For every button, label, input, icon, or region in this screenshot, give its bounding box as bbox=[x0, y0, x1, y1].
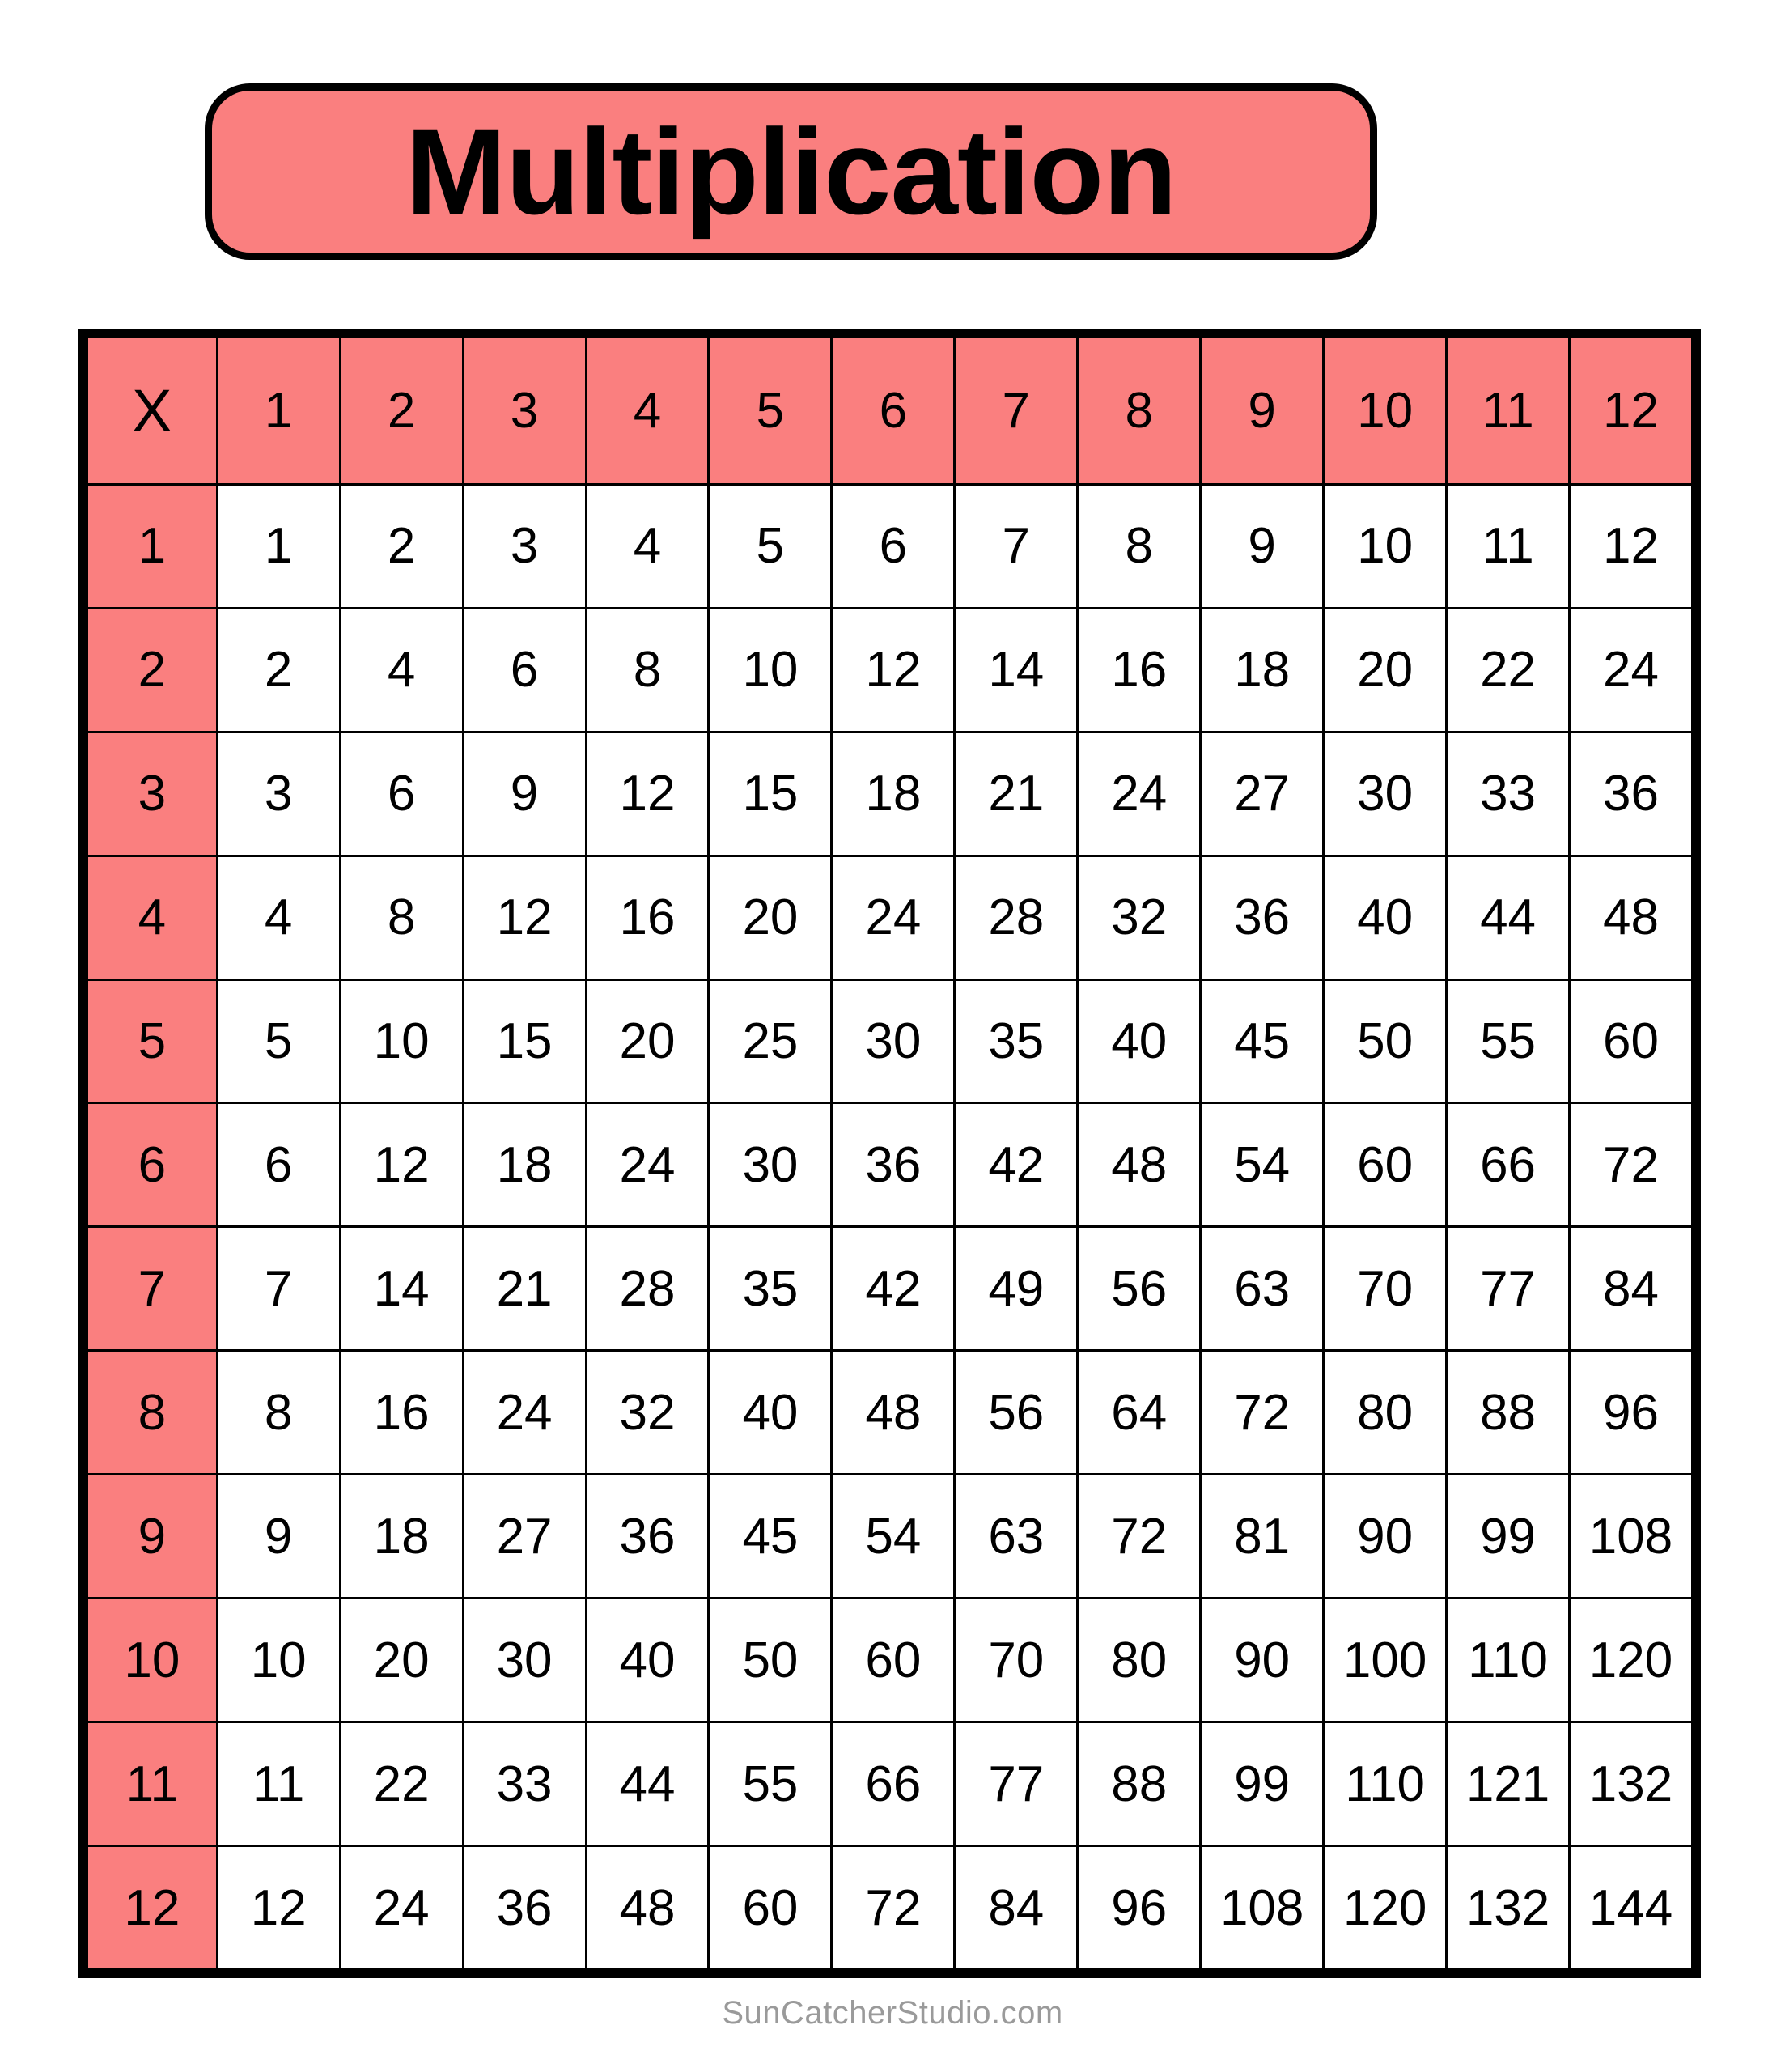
cell-3x5: 15 bbox=[709, 732, 832, 856]
cell-5x8: 40 bbox=[1078, 979, 1201, 1103]
cell-2x4: 8 bbox=[586, 608, 709, 732]
cell-7x10: 70 bbox=[1324, 1227, 1447, 1351]
row-header-2: 2 bbox=[87, 608, 218, 732]
column-header-12: 12 bbox=[1570, 338, 1693, 485]
cell-9x11: 99 bbox=[1447, 1475, 1570, 1599]
cell-7x2: 14 bbox=[340, 1227, 463, 1351]
cell-2x7: 14 bbox=[955, 608, 1078, 732]
cell-9x6: 54 bbox=[832, 1475, 955, 1599]
cell-5x9: 45 bbox=[1201, 979, 1324, 1103]
page-title: Multiplication bbox=[405, 104, 1177, 240]
cell-7x5: 35 bbox=[709, 1227, 832, 1351]
cell-12x8: 96 bbox=[1078, 1846, 1201, 1970]
cell-7x4: 28 bbox=[586, 1227, 709, 1351]
cell-10x7: 70 bbox=[955, 1599, 1078, 1722]
row-header-1: 1 bbox=[87, 484, 218, 608]
cell-12x7: 84 bbox=[955, 1846, 1078, 1970]
cell-3x6: 18 bbox=[832, 732, 955, 856]
cell-2x6: 12 bbox=[832, 608, 955, 732]
cell-5x6: 30 bbox=[832, 979, 955, 1103]
cell-8x2: 16 bbox=[340, 1351, 463, 1475]
cell-3x11: 33 bbox=[1447, 732, 1570, 856]
cell-3x12: 36 bbox=[1570, 732, 1693, 856]
row-header-9: 9 bbox=[87, 1475, 218, 1599]
cell-6x2: 12 bbox=[340, 1103, 463, 1227]
column-header-9: 9 bbox=[1201, 338, 1324, 485]
cell-12x12: 144 bbox=[1570, 1846, 1693, 1970]
cell-3x2: 6 bbox=[340, 732, 463, 856]
column-header-5: 5 bbox=[709, 338, 832, 485]
cell-4x9: 36 bbox=[1201, 856, 1324, 979]
cell-11x9: 99 bbox=[1201, 1722, 1324, 1846]
cell-6x1: 6 bbox=[217, 1103, 340, 1227]
cell-1x12: 12 bbox=[1570, 484, 1693, 608]
footer-attribution: SunCatcherStudio.com bbox=[722, 1995, 1063, 2031]
cell-9x1: 9 bbox=[217, 1475, 340, 1599]
cell-1x2: 2 bbox=[340, 484, 463, 608]
cell-6x3: 18 bbox=[463, 1103, 586, 1227]
row-header-3: 3 bbox=[87, 732, 218, 856]
cell-12x9: 108 bbox=[1201, 1846, 1324, 1970]
cell-7x3: 21 bbox=[463, 1227, 586, 1351]
cell-11x5: 55 bbox=[709, 1722, 832, 1846]
column-header-7: 7 bbox=[955, 338, 1078, 485]
cell-8x12: 96 bbox=[1570, 1351, 1693, 1475]
table-row bbox=[87, 1846, 1693, 1970]
cell-3x1: 3 bbox=[217, 732, 340, 856]
cell-8x3: 24 bbox=[463, 1351, 586, 1475]
cell-5x11: 55 bbox=[1447, 979, 1570, 1103]
cell-5x2: 10 bbox=[340, 979, 463, 1103]
cell-1x7: 7 bbox=[955, 484, 1078, 608]
cell-9x7: 63 bbox=[955, 1475, 1078, 1599]
cell-3x10: 30 bbox=[1324, 732, 1447, 856]
column-header-2: 2 bbox=[340, 338, 463, 485]
table-row bbox=[87, 1722, 1693, 1846]
cell-9x5: 45 bbox=[709, 1475, 832, 1599]
cell-8x1: 8 bbox=[217, 1351, 340, 1475]
cell-4x12: 48 bbox=[1570, 856, 1693, 979]
cell-6x8: 48 bbox=[1078, 1103, 1201, 1227]
cell-3x9: 27 bbox=[1201, 732, 1324, 856]
cell-6x10: 60 bbox=[1324, 1103, 1447, 1227]
cell-5x5: 25 bbox=[709, 979, 832, 1103]
cell-4x7: 28 bbox=[955, 856, 1078, 979]
table-row bbox=[87, 608, 1693, 732]
table-row bbox=[87, 856, 1693, 979]
cell-2x9: 18 bbox=[1201, 608, 1324, 732]
cell-10x2: 20 bbox=[340, 1599, 463, 1722]
cell-8x6: 48 bbox=[832, 1351, 955, 1475]
cell-8x4: 32 bbox=[586, 1351, 709, 1475]
cell-11x12: 132 bbox=[1570, 1722, 1693, 1846]
cell-10x8: 80 bbox=[1078, 1599, 1201, 1722]
cell-7x11: 77 bbox=[1447, 1227, 1570, 1351]
table-row bbox=[87, 732, 1693, 856]
cell-9x2: 18 bbox=[340, 1475, 463, 1599]
cell-10x10: 100 bbox=[1324, 1599, 1447, 1722]
cell-6x7: 42 bbox=[955, 1103, 1078, 1227]
cell-6x12: 72 bbox=[1570, 1103, 1693, 1227]
column-header-1: 1 bbox=[217, 338, 340, 485]
cell-6x5: 30 bbox=[709, 1103, 832, 1227]
cell-7x7: 49 bbox=[955, 1227, 1078, 1351]
column-header-8: 8 bbox=[1078, 338, 1201, 485]
cell-8x9: 72 bbox=[1201, 1351, 1324, 1475]
cell-8x8: 64 bbox=[1078, 1351, 1201, 1475]
cell-1x10: 10 bbox=[1324, 484, 1447, 608]
row-header-4: 4 bbox=[87, 856, 218, 979]
row-header-10: 10 bbox=[87, 1599, 218, 1722]
cell-4x2: 8 bbox=[340, 856, 463, 979]
cell-7x9: 63 bbox=[1201, 1227, 1324, 1351]
cell-8x10: 80 bbox=[1324, 1351, 1447, 1475]
cell-12x5: 60 bbox=[709, 1846, 832, 1970]
cell-10x5: 50 bbox=[709, 1599, 832, 1722]
cell-6x4: 24 bbox=[586, 1103, 709, 1227]
cell-11x11: 121 bbox=[1447, 1722, 1570, 1846]
table-row bbox=[87, 1103, 1693, 1227]
cell-3x4: 12 bbox=[586, 732, 709, 856]
cell-9x9: 81 bbox=[1201, 1475, 1324, 1599]
title-banner bbox=[205, 83, 1377, 260]
table-row bbox=[87, 1599, 1693, 1722]
cell-10x3: 30 bbox=[463, 1599, 586, 1722]
cell-2x2: 4 bbox=[340, 608, 463, 732]
table-row bbox=[87, 484, 1693, 608]
cell-4x11: 44 bbox=[1447, 856, 1570, 979]
cell-12x1: 12 bbox=[217, 1846, 340, 1970]
row-header-7: 7 bbox=[87, 1227, 218, 1351]
table-row bbox=[87, 1227, 1693, 1351]
cell-4x1: 4 bbox=[217, 856, 340, 979]
cell-2x11: 22 bbox=[1447, 608, 1570, 732]
cell-9x10: 90 bbox=[1324, 1475, 1447, 1599]
cell-4x10: 40 bbox=[1324, 856, 1447, 979]
cell-4x5: 20 bbox=[709, 856, 832, 979]
cell-8x11: 88 bbox=[1447, 1351, 1570, 1475]
cell-12x2: 24 bbox=[340, 1846, 463, 1970]
cell-2x12: 24 bbox=[1570, 608, 1693, 732]
column-header-11: 11 bbox=[1447, 338, 1570, 485]
table-row bbox=[87, 1475, 1693, 1599]
row-header-5: 5 bbox=[87, 979, 218, 1103]
cell-5x12: 60 bbox=[1570, 979, 1693, 1103]
cell-12x11: 132 bbox=[1447, 1846, 1570, 1970]
cell-3x7: 21 bbox=[955, 732, 1078, 856]
cell-6x9: 54 bbox=[1201, 1103, 1324, 1227]
cell-11x4: 44 bbox=[586, 1722, 709, 1846]
cell-12x6: 72 bbox=[832, 1846, 955, 1970]
cell-4x6: 24 bbox=[832, 856, 955, 979]
cell-7x12: 84 bbox=[1570, 1227, 1693, 1351]
table-corner-label: X bbox=[87, 338, 218, 485]
multiplication-table-container bbox=[78, 329, 1701, 1978]
cell-4x4: 16 bbox=[586, 856, 709, 979]
cell-12x10: 120 bbox=[1324, 1846, 1447, 1970]
cell-6x6: 36 bbox=[832, 1103, 955, 1227]
cell-2x10: 20 bbox=[1324, 608, 1447, 732]
cell-10x1: 10 bbox=[217, 1599, 340, 1722]
cell-8x7: 56 bbox=[955, 1351, 1078, 1475]
cell-5x3: 15 bbox=[463, 979, 586, 1103]
row-header-12: 12 bbox=[87, 1846, 218, 1970]
cell-7x6: 42 bbox=[832, 1227, 955, 1351]
row-header-11: 11 bbox=[87, 1722, 218, 1846]
cell-2x3: 6 bbox=[463, 608, 586, 732]
cell-11x7: 77 bbox=[955, 1722, 1078, 1846]
cell-1x4: 4 bbox=[586, 484, 709, 608]
cell-2x8: 16 bbox=[1078, 608, 1201, 732]
cell-11x1: 11 bbox=[217, 1722, 340, 1846]
cell-1x11: 11 bbox=[1447, 484, 1570, 608]
cell-11x6: 66 bbox=[832, 1722, 955, 1846]
cell-1x6: 6 bbox=[832, 484, 955, 608]
cell-5x10: 50 bbox=[1324, 979, 1447, 1103]
cell-1x9: 9 bbox=[1201, 484, 1324, 608]
cell-1x1: 1 bbox=[217, 484, 340, 608]
cell-11x8: 88 bbox=[1078, 1722, 1201, 1846]
cell-10x11: 110 bbox=[1447, 1599, 1570, 1722]
table-row bbox=[87, 979, 1693, 1103]
column-header-10: 10 bbox=[1324, 338, 1447, 485]
cell-4x3: 12 bbox=[463, 856, 586, 979]
cell-12x3: 36 bbox=[463, 1846, 586, 1970]
cell-12x4: 48 bbox=[586, 1846, 709, 1970]
cell-10x4: 40 bbox=[586, 1599, 709, 1722]
cell-6x11: 66 bbox=[1447, 1103, 1570, 1227]
cell-9x12: 108 bbox=[1570, 1475, 1693, 1599]
column-header-3: 3 bbox=[463, 338, 586, 485]
cell-2x5: 10 bbox=[709, 608, 832, 732]
column-header-6: 6 bbox=[832, 338, 955, 485]
cell-5x7: 35 bbox=[955, 979, 1078, 1103]
cell-9x8: 72 bbox=[1078, 1475, 1201, 1599]
cell-1x5: 5 bbox=[709, 484, 832, 608]
multiplication-table bbox=[86, 336, 1694, 1971]
cell-10x6: 60 bbox=[832, 1599, 955, 1722]
cell-1x3: 3 bbox=[463, 484, 586, 608]
cell-4x8: 32 bbox=[1078, 856, 1201, 979]
cell-7x8: 56 bbox=[1078, 1227, 1201, 1351]
cell-10x9: 90 bbox=[1201, 1599, 1324, 1722]
cell-3x3: 9 bbox=[463, 732, 586, 856]
cell-11x10: 110 bbox=[1324, 1722, 1447, 1846]
table-header-row bbox=[87, 338, 1693, 485]
cell-8x5: 40 bbox=[709, 1351, 832, 1475]
row-header-8: 8 bbox=[87, 1351, 218, 1475]
column-header-4: 4 bbox=[586, 338, 709, 485]
cell-3x8: 24 bbox=[1078, 732, 1201, 856]
cell-2x1: 2 bbox=[217, 608, 340, 732]
cell-11x3: 33 bbox=[463, 1722, 586, 1846]
cell-5x1: 5 bbox=[217, 979, 340, 1103]
table-row bbox=[87, 1351, 1693, 1475]
cell-9x3: 27 bbox=[463, 1475, 586, 1599]
cell-5x4: 20 bbox=[586, 979, 709, 1103]
cell-11x2: 22 bbox=[340, 1722, 463, 1846]
cell-1x8: 8 bbox=[1078, 484, 1201, 608]
row-header-6: 6 bbox=[87, 1103, 218, 1227]
cell-10x12: 120 bbox=[1570, 1599, 1693, 1722]
cell-9x4: 36 bbox=[586, 1475, 709, 1599]
cell-7x1: 7 bbox=[217, 1227, 340, 1351]
